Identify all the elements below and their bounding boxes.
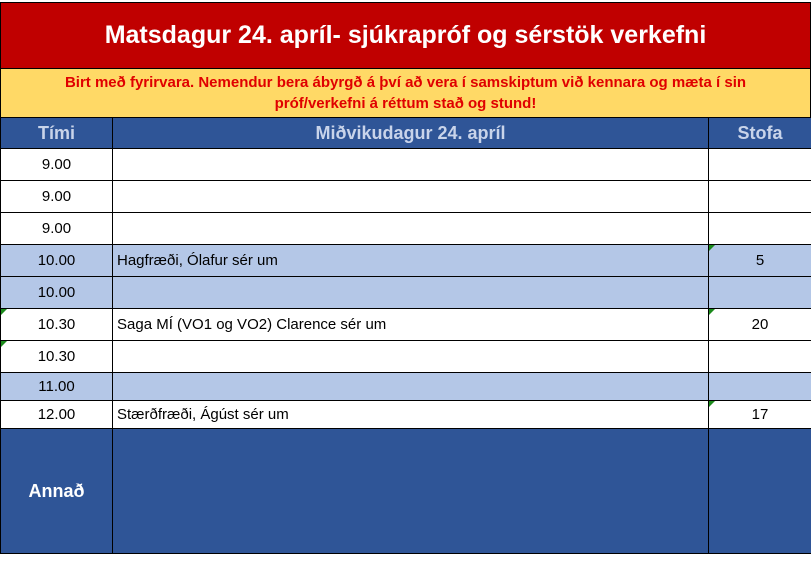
room-cell[interactable] [709,149,811,181]
time-cell[interactable] [1,341,113,373]
table-row [1,309,811,341]
time-cell[interactable]: 12.00 [1,401,113,429]
notice-banner [0,69,811,117]
subject-cell[interactable]: Stærðfræði, Ágúst sér um [113,401,709,429]
table-row [1,401,811,429]
comment-marker-icon [1,309,7,315]
other-subject-cell[interactable] [113,429,709,554]
header-time: Tími [1,118,113,149]
table-row [1,245,811,277]
room-value: 5 [755,252,765,269]
room-cell[interactable] [709,277,811,309]
room-cell[interactable] [709,181,811,213]
table-row [1,181,811,213]
room-value: 17 [751,406,769,423]
comment-marker-icon [1,341,7,347]
subject-cell[interactable] [113,373,709,401]
subject-cell[interactable]: Saga MÍ (VO1 og VO2) Clarence sér um [113,309,709,341]
notice-line-2: próf/verkefni á réttum stað og stund! [274,95,537,112]
comment-marker-icon [709,401,715,407]
room-cell[interactable] [709,373,811,401]
subject-cell[interactable] [113,341,709,373]
room-cell[interactable] [709,245,811,277]
page-title: Matsdagur 24. apríl- sjúkrapróf og sérstök verkefni [0,2,811,69]
table-row [1,213,811,245]
subject-cell[interactable] [113,277,709,309]
time-cell[interactable] [1,309,113,341]
table-row [1,149,811,181]
time-cell[interactable]: 11.00 [1,373,113,401]
schedule-table [0,117,811,554]
time-cell[interactable]: 9.00 [1,181,113,213]
other-label: Annað [1,429,113,554]
comment-marker-icon [709,309,715,315]
time-value: 10.30 [37,348,76,365]
room-cell[interactable] [709,401,811,429]
table-row [1,277,811,309]
room-cell[interactable] [709,309,811,341]
subject-cell[interactable] [113,149,709,181]
time-value: 10.30 [37,316,76,333]
header-day: Miðvikudagur 24. apríl [113,118,709,149]
table-row [1,373,811,401]
header-room: Stofa [709,118,811,149]
notice-line-1: Birt með fyrirvara. Nemendur bera ábyrgð á því að vera í samskiptum við kennara og mæta í sin [64,74,747,91]
subject-cell[interactable]: Hagfræði, Ólafur sér um [113,245,709,277]
other-room-cell[interactable] [709,429,811,554]
table-row [1,341,811,373]
other-row [1,429,811,554]
header-row [1,118,811,149]
subject-cell[interactable] [113,181,709,213]
comment-marker-icon [709,245,715,251]
room-cell[interactable] [709,213,811,245]
room-cell[interactable] [709,341,811,373]
time-cell[interactable]: 10.00 [1,245,113,277]
subject-cell[interactable] [113,213,709,245]
time-cell[interactable]: 10.00 [1,277,113,309]
time-cell[interactable]: 9.00 [1,149,113,181]
room-value: 20 [751,316,769,333]
time-cell[interactable]: 9.00 [1,213,113,245]
